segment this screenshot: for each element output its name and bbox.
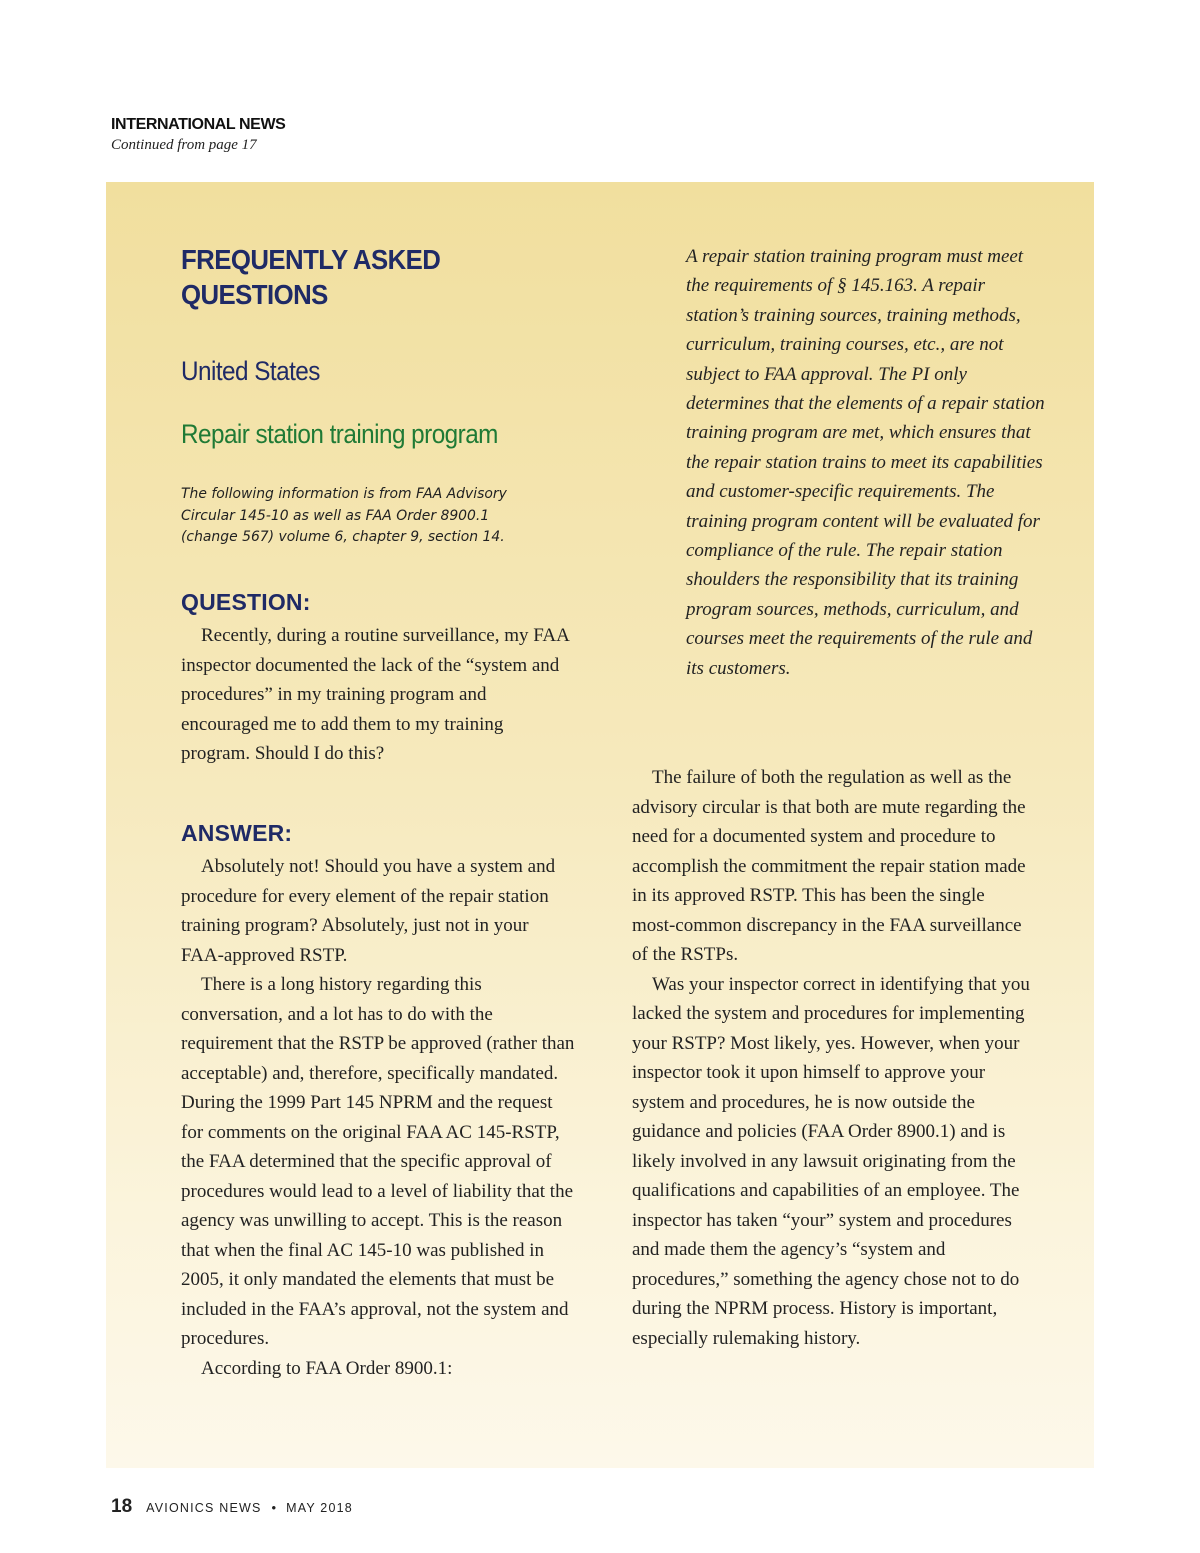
question-paragraph: Recently, during a routine surveillance, my FAA inspector documented the lack of the “system and procedures” in my training program and encouraged me to add them to my training program. Should I do this? [181,625,569,764]
page-footer [111,1496,353,1518]
intro-line: (change 567) volume 6, chapter 9, section 14. [181,529,505,545]
faa-order-quote: A repair station training program must meet the requirements of § 145.163. A repair station’s training sources, training methods, curriculum, training courses, etc., are not subject to FAA approval. The PI only determines that the elements of a repair station training program are met, which ensures that the repair station trains to meet its capabilities and customer-specific requirements. The training program content will be evaluated for compliance of the rule. The repair station shoulders the responsibility that its training program sources, methods, curriculum, and courses meet the requirements of the rule and its customers. [686,246,1045,679]
magazine-name: AVIONICS NEWS [146,1501,262,1515]
continuation-paragraph: Was your inspector correct in identifying that you lacked the system and procedures for implementing your RSTP? Most likely, yes. However, when your inspector took it upon himself to approve your system and procedures, he is now outside the guidance and policies (FAA Order 8900.1) and is likely involved in any lawsuit originating from the qualifications and capabilities of an employee. The inspector has taken “your” system and procedures and made them the agency’s “system and procedures,” something the agency chose not to do during the NPRM process. History is important, especially rulemaking history. [632,973,1030,1349]
continued-note: Continued from page 17 [111,137,257,153]
continuation-paragraph: The failure of both the regulation as well as the advisory circular is that both are mute regarding the need for a documented system and procedure to accomplish the commitment the repair station made in its approved RSTP. This has been the single most-common discrepancy in the FAA surveillance of the RSTPs. [632,767,1026,965]
faq-title-line1: FREQUENTLY ASKED [181,244,441,275]
answer-text [181,852,576,1383]
footer-bullet: • [271,1500,277,1515]
question-text [181,621,576,769]
faq-title-line2: QUESTIONS [181,279,328,310]
issue-date: MAY 2018 [286,1501,353,1515]
answer-heading: ANSWER: [181,820,293,846]
answer-paragraph: According to FAA Order 8900.1: [201,1357,453,1379]
topic-heading: Repair station training program [181,419,498,449]
page-number: 18 [111,1496,133,1517]
intro-line: The following information is from FAA Advisory [181,486,507,502]
intro-line: Circular 145-10 as well as FAA Order 8900.1 [181,507,490,524]
answer-paragraph: There is a long history regarding this conversation, and a lot has to do with the requirement that the RSTP be approved (rather than acceptable) and, therefore, specifically mandated. During the 1999 Part 145 NPRM and the request for comments on the original FAA AC 145-RSTP, the FAA determined that the specific approval of procedures would lead to a level of liability that the agency was unwilling to accept. This is the reason that when the final AC 145-10 was published in 2005, it only mandated the elements that must be included in the FAA’s approval, not the system and procedures. [181,974,575,1349]
continuation-text [632,763,1032,1353]
intro-note [181,484,546,549]
country-heading: United States [181,356,320,386]
faq-title [181,242,485,312]
section-label: INTERNATIONAL NEWS [111,116,286,133]
faq-panel [106,182,1094,1468]
answer-paragraph: Absolutely not! Should you have a system and procedure for every element of the repair station training program? Absolutely, just not in your FAA-approved RSTP. [181,856,556,966]
question-heading: QUESTION: [181,589,311,615]
